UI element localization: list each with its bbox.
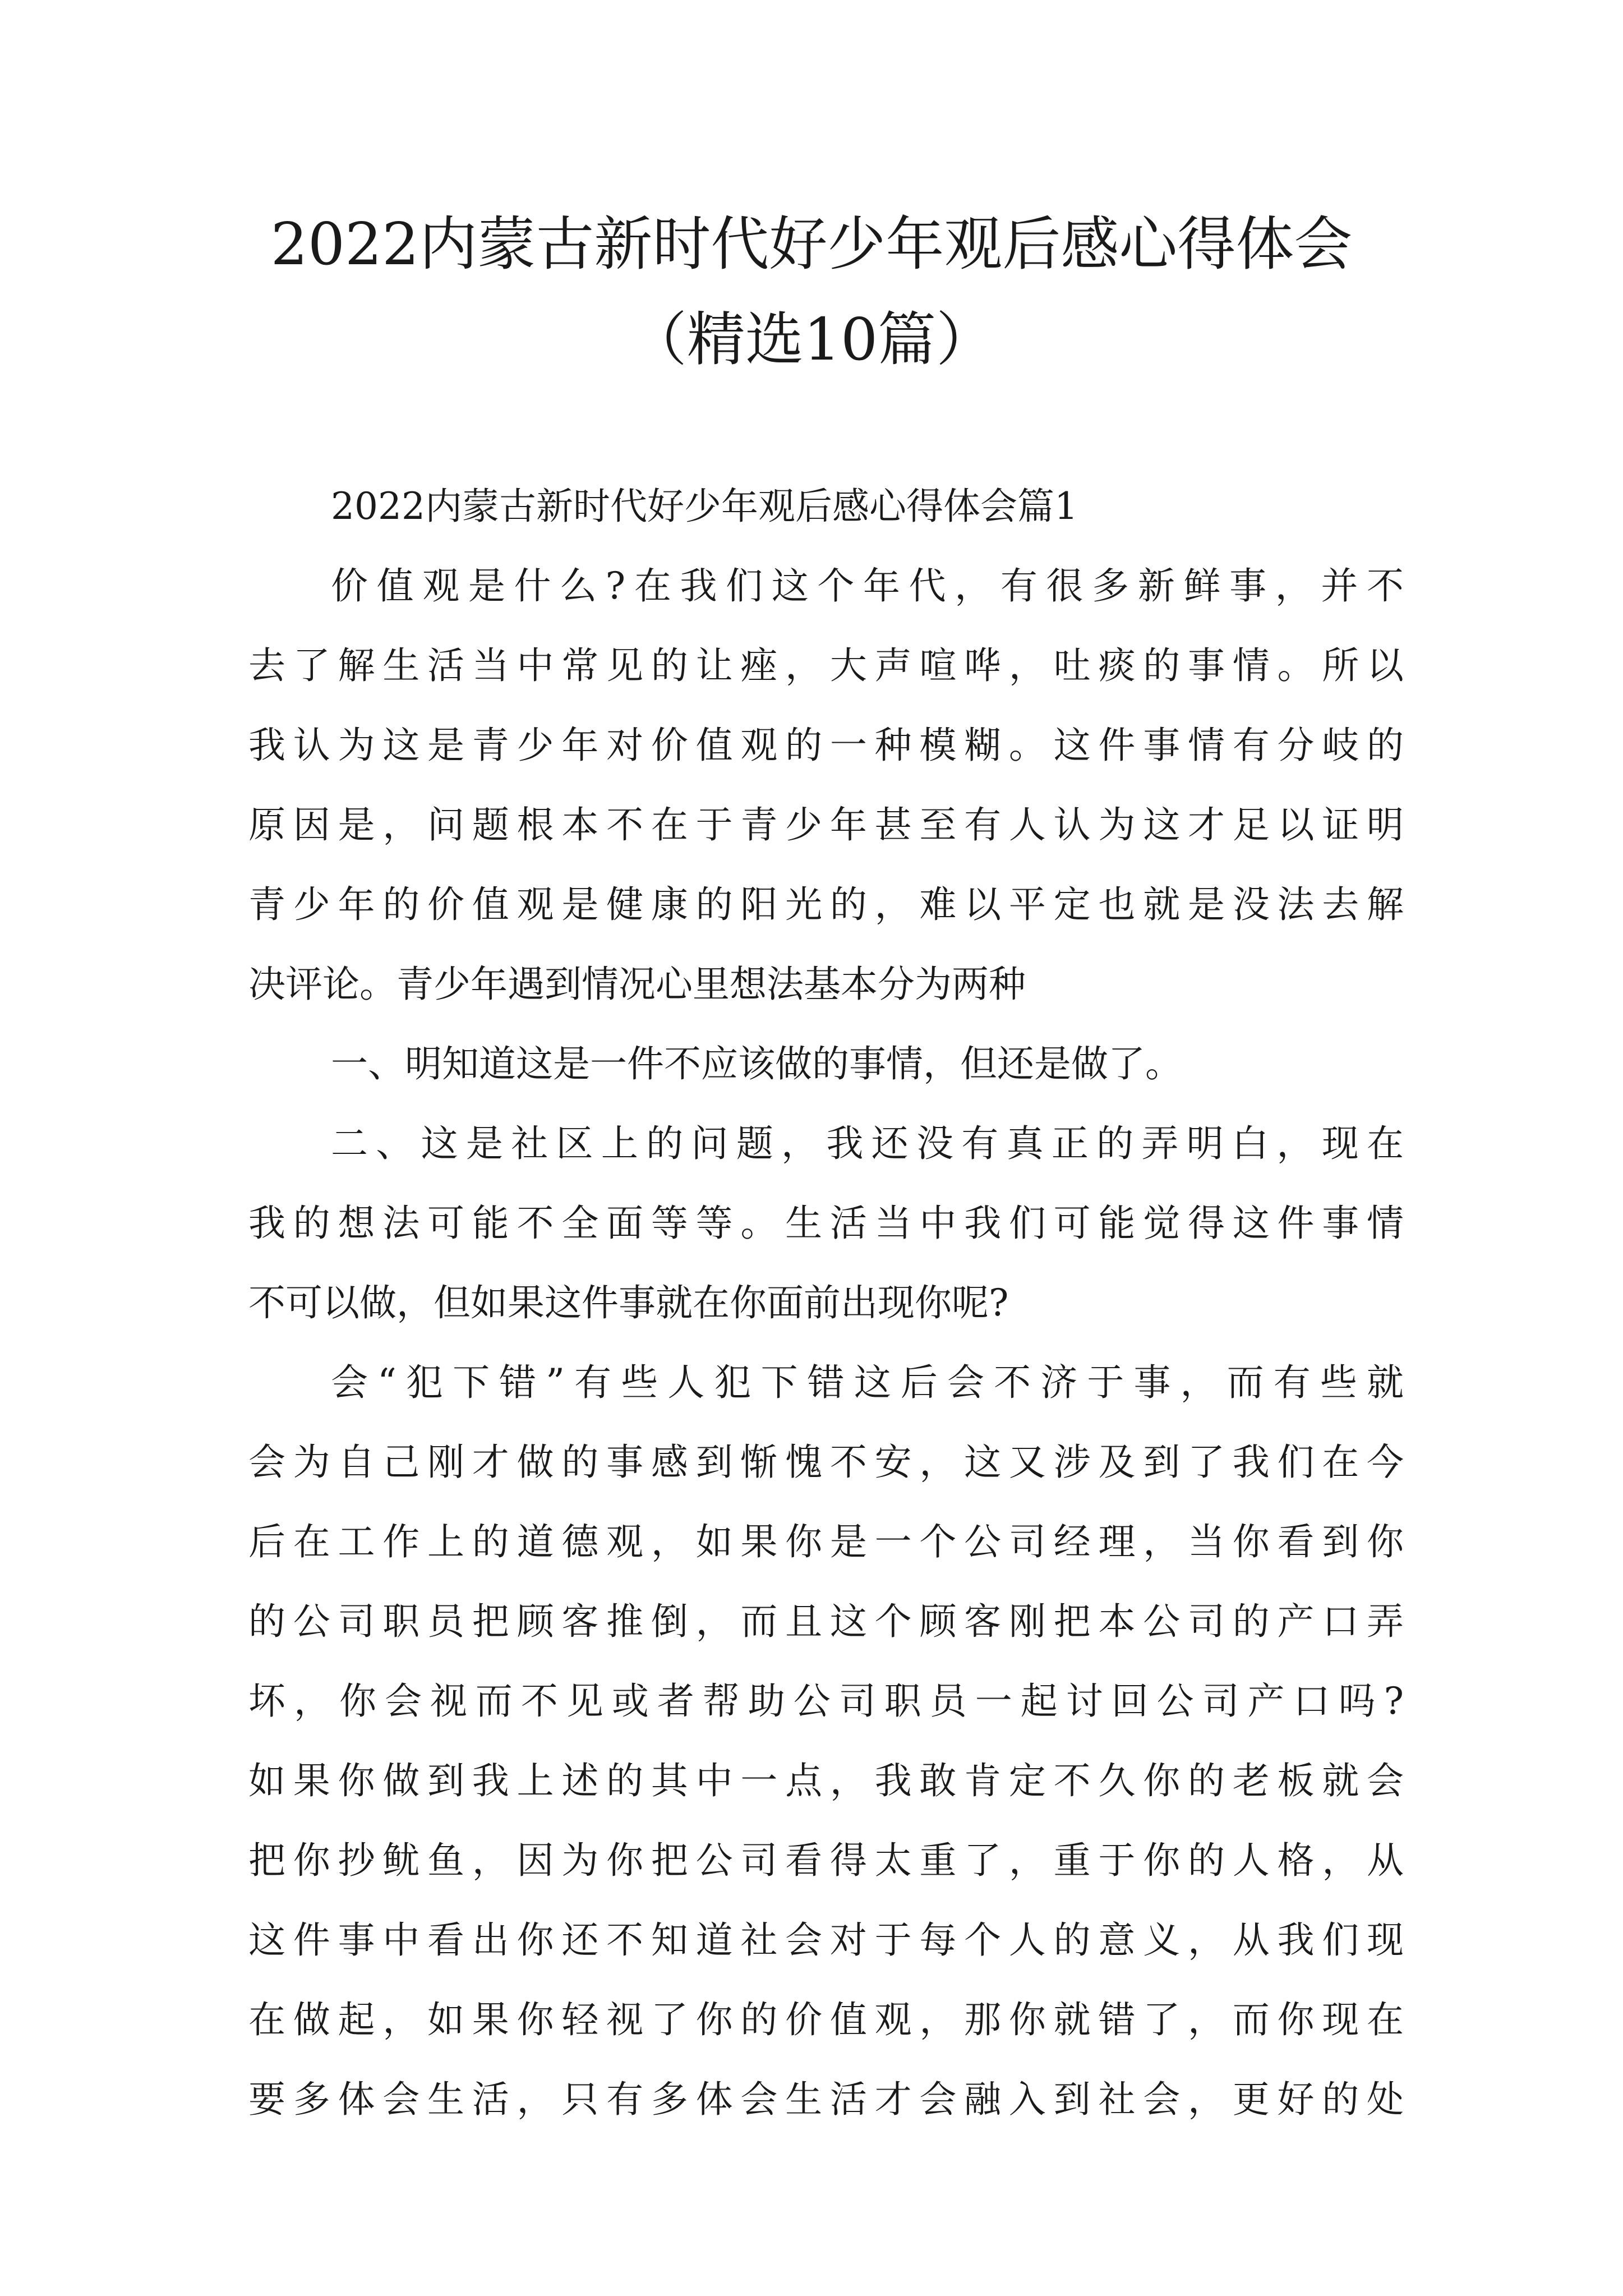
body-text-line: 把你抄鱿鱼，因为你把公司看得太重了，重于你的人格，从 [248,1839,1404,1882]
body-text-line: 后在工作上的道德观，如果你是一个公司经理，当你看到你 [248,1520,1404,1563]
body-text-line: 不可以做，但如果这件事就在你面前出现你呢? [248,1281,1009,1324]
title-line-1: 2022内蒙古新时代好少年观后感心得体会 [270,210,1353,278]
body-text-line: 如果你做到我上述的其中一点，我敢肯定不久你的老板就会 [248,1759,1404,1802]
body-text-line: 会为自己刚才做的事感到惭愧不安，这又涉及到了我们在今 [248,1441,1404,1484]
body-text-line: 会“犯下错”有些人犯下错这后会不济于事，而有些就 [331,1361,1404,1404]
body-text-line: 二、这是社区上的问题，我还没有真正的弄明白，现在 [331,1122,1404,1165]
document-title [168,196,1455,387]
body-text-line: 我认为这是青少年对价值观的一种模糊。这件事情有分岐的 [248,724,1404,767]
body-text-line: 的公司职员把顾客推倒，而且这个顾客刚把本公司的产口弄 [248,1600,1404,1643]
body-text-line: 这件事中看出你还不知道社会对于每个人的意义，从我们现 [248,1918,1404,1962]
title-line-2: （精选10篇） [628,305,995,374]
section-heading: 2022内蒙古新时代好少年观后感心得体会篇1 [331,485,1078,528]
body-text-line: 决评论。青少年遇到情况心里想法基本分为两种 [248,963,1026,1006]
body-text-line: 在做起，如果你轻视了你的价值观，那你就错了，而你现在 [248,1998,1404,2041]
body-text-line: 我的想法可能不全面等等。生活当中我们可能觉得这件事情 [248,1202,1404,1245]
body-text-line: 价值观是什么?在我们这个年代，有很多新鲜事，并不 [331,564,1404,608]
body-text-line: 去了解生活当中常见的让痤，大声喧哗，吐痰的事情。所以 [248,644,1404,687]
body-text-line: 一、明知道这是一件不应该做的事情，但还是做了。 [331,1042,1182,1085]
document-body [248,467,1404,2139]
body-text-line: 要多体会生活，只有多体会生活才会融入到社会，更好的处 [248,2078,1404,2121]
body-text-line: 坏，你会视而不见或者帮助公司职员一起讨回公司产口吗? [248,1680,1404,1723]
body-text-line: 原因是，问题根本不在于青少年甚至有人认为这才足以证明 [248,803,1404,846]
body-text-line: 青少年的价值观是健康的阳光的，难以平定也就是没法去解 [248,883,1404,926]
